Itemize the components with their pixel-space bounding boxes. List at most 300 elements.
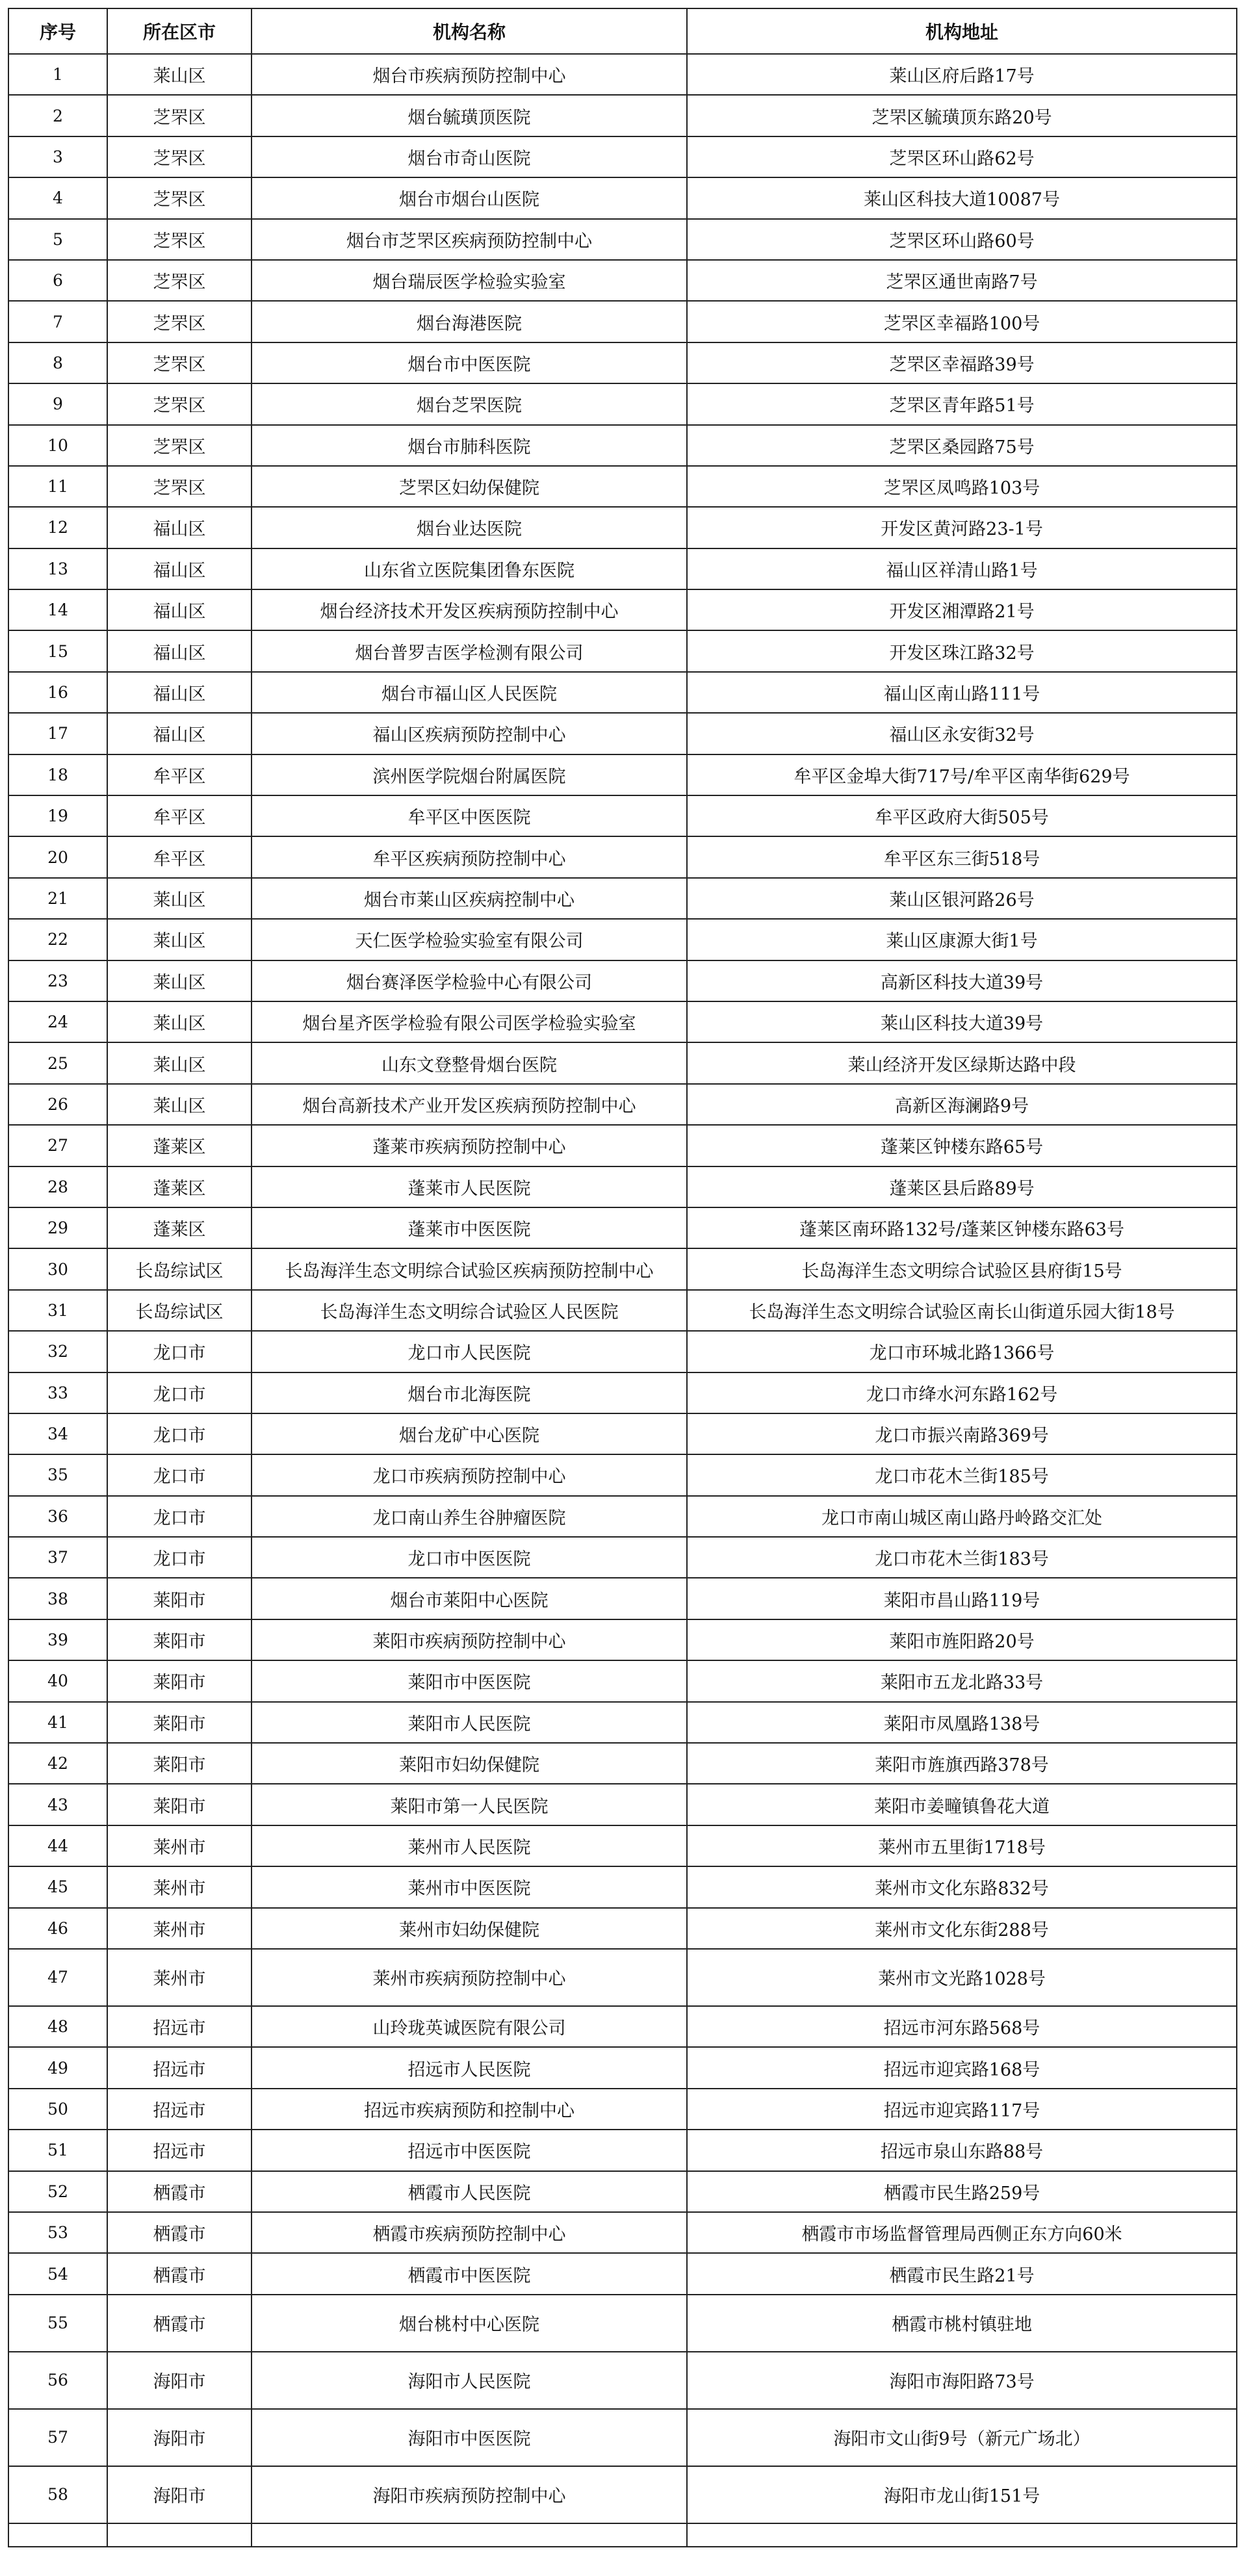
- row-institution-name: 烟台龙矿中心医院: [252, 1413, 687, 1454]
- row-institution-address: 芝罘区环山路60号: [687, 219, 1237, 260]
- table-row: [8, 2047, 1237, 2088]
- row-district: 芝罘区: [107, 466, 252, 507]
- table-row: [8, 425, 1237, 466]
- row-institution-address: 高新区海澜路9号: [687, 1084, 1237, 1125]
- row-index: 30: [8, 1248, 107, 1289]
- row-institution-name: 烟台市肺科医院: [252, 425, 687, 466]
- row-district: 长岛综试区: [107, 1248, 252, 1289]
- row-index: 32: [8, 1331, 107, 1372]
- table-row: [8, 2006, 1237, 2047]
- row-institution-address: 蓬莱区南环路132号/蓬莱区钟楼东路63号: [687, 1207, 1237, 1248]
- row-institution-address: 长岛海洋生态文明综合试验区县府街15号: [687, 1248, 1237, 1289]
- row-index: 16: [8, 672, 107, 713]
- row-index: 45: [8, 1866, 107, 1907]
- row-index: 20: [8, 836, 107, 877]
- table-row: [8, 1537, 1237, 1578]
- row-institution-name: 莱州市妇幼保健院: [252, 1908, 687, 1949]
- row-district: 栖霞市: [107, 2253, 252, 2294]
- row-district: 龙口市: [107, 1454, 252, 1495]
- row-index: 44: [8, 1825, 107, 1866]
- empty-cell: [687, 2523, 1237, 2547]
- table-row: [8, 1207, 1237, 1248]
- row-index: 1: [8, 54, 107, 95]
- row-district: 莱州市: [107, 1949, 252, 2006]
- row-district: 芝罘区: [107, 136, 252, 177]
- row-institution-address: 龙口市花木兰街183号: [687, 1537, 1237, 1578]
- row-institution-name: 烟台高新技术产业开发区疾病预防控制中心: [252, 1084, 687, 1125]
- row-district: 龙口市: [107, 1372, 252, 1413]
- row-district: 牟平区: [107, 754, 252, 795]
- row-institution-address: 莱山区银河路26号: [687, 878, 1237, 919]
- table-row: [8, 54, 1237, 95]
- row-institution-name: 莱阳市妇幼保健院: [252, 1743, 687, 1784]
- row-district: 蓬莱区: [107, 1166, 252, 1207]
- table-row: [8, 2171, 1237, 2212]
- row-index: 38: [8, 1578, 107, 1619]
- table-row: [8, 1825, 1237, 1866]
- row-index: 48: [8, 2006, 107, 2047]
- row-institution-name: 长岛海洋生态文明综合试验区人民医院: [252, 1290, 687, 1331]
- row-index: 8: [8, 342, 107, 383]
- row-district: 芝罘区: [107, 260, 252, 301]
- row-index: 50: [8, 2089, 107, 2130]
- row-index: 13: [8, 548, 107, 589]
- row-institution-address: 招远市河东路568号: [687, 2006, 1237, 2047]
- row-institution-address: 芝罘区毓璜顶东路20号: [687, 95, 1237, 136]
- header-institution-name: 机构名称: [252, 8, 687, 54]
- row-institution-address: 芝罘区幸福路39号: [687, 342, 1237, 383]
- table-row: [8, 589, 1237, 630]
- empty-cell: [107, 2523, 252, 2547]
- row-district: 长岛综试区: [107, 1290, 252, 1331]
- row-institution-name: 蓬莱市中医医院: [252, 1207, 687, 1248]
- row-institution-name: 长岛海洋生态文明综合试验区疾病预防控制中心: [252, 1248, 687, 1289]
- row-district: 莱山区: [107, 960, 252, 1001]
- row-index: 47: [8, 1949, 107, 2006]
- row-district: 招远市: [107, 2089, 252, 2130]
- table-row: [8, 1125, 1237, 1166]
- row-index: 19: [8, 795, 107, 836]
- row-institution-address: 芝罘区通世南路7号: [687, 260, 1237, 301]
- row-index: 15: [8, 630, 107, 671]
- row-index: 27: [8, 1125, 107, 1166]
- row-index: 5: [8, 219, 107, 260]
- header-institution-address: 机构地址: [687, 8, 1237, 54]
- row-institution-name: 招远市疾病预防和控制中心: [252, 2089, 687, 2130]
- row-institution-name: 山东文登整骨烟台医院: [252, 1042, 687, 1083]
- row-district: 海阳市: [107, 2352, 252, 2409]
- row-institution-name: 烟台市奇山医院: [252, 136, 687, 177]
- row-district: 芝罘区: [107, 301, 252, 342]
- table-row: [8, 1619, 1237, 1660]
- header-district: 所在区市: [107, 8, 252, 54]
- row-district: 莱山区: [107, 919, 252, 960]
- row-district: 招远市: [107, 2047, 252, 2088]
- row-institution-name: 龙口南山养生谷肿瘤医院: [252, 1496, 687, 1537]
- table-row: [8, 1372, 1237, 1413]
- table-row: [8, 2466, 1237, 2523]
- row-institution-address: 莱州市文光路1028号: [687, 1949, 1237, 2006]
- row-institution-address: 龙口市振兴南路369号: [687, 1413, 1237, 1454]
- row-institution-address: 高新区科技大道39号: [687, 960, 1237, 1001]
- row-index: 41: [8, 1702, 107, 1743]
- row-institution-name: 山玲珑英诚医院有限公司: [252, 2006, 687, 2047]
- row-index: 21: [8, 878, 107, 919]
- row-district: 龙口市: [107, 1496, 252, 1537]
- row-district: 莱州市: [107, 1866, 252, 1907]
- row-institution-address: 芝罘区凤鸣路103号: [687, 466, 1237, 507]
- row-institution-name: 烟台市莱山区疾病控制中心: [252, 878, 687, 919]
- row-index: 4: [8, 177, 107, 218]
- row-district: 福山区: [107, 630, 252, 671]
- table-row: [8, 2295, 1237, 2352]
- row-index: 10: [8, 425, 107, 466]
- institution-table: [8, 8, 1237, 2547]
- row-district: 栖霞市: [107, 2212, 252, 2253]
- row-institution-address: 龙口市环城北路1366号: [687, 1331, 1237, 1372]
- table-row: [8, 383, 1237, 424]
- row-index: 9: [8, 383, 107, 424]
- empty-cell: [8, 2523, 107, 2547]
- table-row: [8, 342, 1237, 383]
- table-row: [8, 919, 1237, 960]
- row-institution-address: 莱阳市旌阳路20号: [687, 1619, 1237, 1660]
- table-row: [8, 1084, 1237, 1125]
- row-institution-name: 烟台市疾病预防控制中心: [252, 54, 687, 95]
- row-district: 牟平区: [107, 836, 252, 877]
- row-institution-address: 海阳市龙山街151号: [687, 2466, 1237, 2523]
- row-district: 芝罘区: [107, 425, 252, 466]
- table-row: [8, 630, 1237, 671]
- table-row: [8, 1166, 1237, 1207]
- row-index: 29: [8, 1207, 107, 1248]
- row-district: 栖霞市: [107, 2295, 252, 2352]
- row-district: 莱山区: [107, 54, 252, 95]
- row-institution-address: 莱阳市昌山路119号: [687, 1578, 1237, 1619]
- row-index: 17: [8, 713, 107, 754]
- row-institution-name: 烟台市芝罘区疾病预防控制中心: [252, 219, 687, 260]
- row-district: 莱山区: [107, 1001, 252, 1042]
- table-row: [8, 466, 1237, 507]
- row-institution-name: 烟台市福山区人民医院: [252, 672, 687, 713]
- row-district: 芝罘区: [107, 219, 252, 260]
- table-row: [8, 1866, 1237, 1907]
- row-institution-name: 烟台芝罘医院: [252, 383, 687, 424]
- table-row: [8, 1248, 1237, 1289]
- row-institution-name: 莱阳市第一人民医院: [252, 1784, 687, 1825]
- row-index: 53: [8, 2212, 107, 2253]
- row-district: 芝罘区: [107, 177, 252, 218]
- row-index: 18: [8, 754, 107, 795]
- row-institution-address: 长岛海洋生态文明综合试验区南长山街道乐园大街18号: [687, 1290, 1237, 1331]
- row-district: 莱阳市: [107, 1702, 252, 1743]
- header-index: 序号: [8, 8, 107, 54]
- row-institution-address: 龙口市花木兰街185号: [687, 1454, 1237, 1495]
- row-institution-address: 莱阳市旌旗西路378号: [687, 1743, 1237, 1784]
- row-index: 33: [8, 1372, 107, 1413]
- row-institution-name: 栖霞市疾病预防控制中心: [252, 2212, 687, 2253]
- row-institution-address: 芝罘区环山路62号: [687, 136, 1237, 177]
- row-district: 芝罘区: [107, 342, 252, 383]
- table-row: [8, 878, 1237, 919]
- table-row: [8, 795, 1237, 836]
- row-institution-name: 栖霞市人民医院: [252, 2171, 687, 2212]
- row-institution-address: 福山区永安街32号: [687, 713, 1237, 754]
- row-institution-address: 牟平区东三街518号: [687, 836, 1237, 877]
- row-index: 2: [8, 95, 107, 136]
- row-index: 51: [8, 2130, 107, 2170]
- row-institution-name: 烟台市烟台山医院: [252, 177, 687, 218]
- row-institution-address: 莱州市五里街1718号: [687, 1825, 1237, 1866]
- row-index: 39: [8, 1619, 107, 1660]
- row-institution-address: 栖霞市民生路21号: [687, 2253, 1237, 2294]
- row-index: 12: [8, 507, 107, 548]
- row-institution-name: 山东省立医院集团鲁东医院: [252, 548, 687, 589]
- row-district: 莱山区: [107, 878, 252, 919]
- table-row: [8, 219, 1237, 260]
- row-district: 福山区: [107, 589, 252, 630]
- row-index: 24: [8, 1001, 107, 1042]
- row-institution-address: 牟平区政府大街505号: [687, 795, 1237, 836]
- row-institution-address: 莱山区科技大道39号: [687, 1001, 1237, 1042]
- row-district: 福山区: [107, 672, 252, 713]
- row-institution-name: 烟台桃村中心医院: [252, 2295, 687, 2352]
- row-institution-address: 芝罘区桑园路75号: [687, 425, 1237, 466]
- row-index: 31: [8, 1290, 107, 1331]
- row-institution-name: 烟台市莱阳中心医院: [252, 1578, 687, 1619]
- row-institution-address: 福山区南山路111号: [687, 672, 1237, 713]
- table-row: [8, 301, 1237, 342]
- row-index: 54: [8, 2253, 107, 2294]
- table-row: [8, 1702, 1237, 1743]
- row-index: 26: [8, 1084, 107, 1125]
- table-body: [8, 54, 1237, 2547]
- row-institution-address: 牟平区金埠大街717号/牟平区南华街629号: [687, 754, 1237, 795]
- row-institution-name: 烟台市北海医院: [252, 1372, 687, 1413]
- row-institution-address: 芝罘区幸福路100号: [687, 301, 1237, 342]
- table-row: [8, 507, 1237, 548]
- row-institution-name: 栖霞市中医医院: [252, 2253, 687, 2294]
- row-institution-name: 龙口市疾病预防控制中心: [252, 1454, 687, 1495]
- row-institution-name: 福山区疾病预防控制中心: [252, 713, 687, 754]
- row-index: 36: [8, 1496, 107, 1537]
- row-institution-address: 莱阳市凤凰路138号: [687, 1702, 1237, 1743]
- row-index: 34: [8, 1413, 107, 1454]
- row-index: 49: [8, 2047, 107, 2088]
- table-row: [8, 713, 1237, 754]
- row-district: 龙口市: [107, 1331, 252, 1372]
- table-row: [8, 2212, 1237, 2253]
- table-row: [8, 1001, 1237, 1042]
- row-institution-name: 海阳市人民医院: [252, 2352, 687, 2409]
- row-district: 栖霞市: [107, 2171, 252, 2212]
- table-row: [8, 2089, 1237, 2130]
- row-district: 莱阳市: [107, 1578, 252, 1619]
- row-institution-name: 龙口市人民医院: [252, 1331, 687, 1372]
- table-row: [8, 548, 1237, 589]
- row-index: 52: [8, 2171, 107, 2212]
- row-district: 牟平区: [107, 795, 252, 836]
- row-institution-name: 招远市人民医院: [252, 2047, 687, 2088]
- row-institution-name: 烟台海港医院: [252, 301, 687, 342]
- row-institution-address: 蓬莱区县后路89号: [687, 1166, 1237, 1207]
- row-index: 42: [8, 1743, 107, 1784]
- row-institution-name: 海阳市疾病预防控制中心: [252, 2466, 687, 2523]
- row-index: 23: [8, 960, 107, 1001]
- row-index: 35: [8, 1454, 107, 1495]
- table-row: [8, 260, 1237, 301]
- row-institution-address: 龙口市绛水河东路162号: [687, 1372, 1237, 1413]
- empty-row: [8, 2523, 1237, 2547]
- table-row: [8, 960, 1237, 1001]
- table-row: [8, 1290, 1237, 1331]
- row-institution-address: 招远市迎宾路168号: [687, 2047, 1237, 2088]
- row-district: 蓬莱区: [107, 1207, 252, 1248]
- table-row: [8, 1331, 1237, 1372]
- row-institution-name: 滨州医学院烟台附属医院: [252, 754, 687, 795]
- row-institution-name: 莱阳市疾病预防控制中心: [252, 1619, 687, 1660]
- table-row: [8, 1660, 1237, 1701]
- row-institution-name: 烟台瑞辰医学检验实验室: [252, 260, 687, 301]
- row-index: 6: [8, 260, 107, 301]
- table-row: [8, 1413, 1237, 1454]
- row-district: 莱山区: [107, 1084, 252, 1125]
- row-district: 莱阳市: [107, 1660, 252, 1701]
- row-institution-address: 莱阳市姜疃镇鲁花大道: [687, 1784, 1237, 1825]
- row-index: 40: [8, 1660, 107, 1701]
- row-district: 莱阳市: [107, 1743, 252, 1784]
- row-institution-name: 海阳市中医医院: [252, 2409, 687, 2466]
- empty-cell: [252, 2523, 687, 2547]
- table-row: [8, 836, 1237, 877]
- row-institution-name: 蓬莱市人民医院: [252, 1166, 687, 1207]
- row-district: 招远市: [107, 2006, 252, 2047]
- header-row: [8, 8, 1237, 54]
- table-row: [8, 2409, 1237, 2466]
- row-district: 海阳市: [107, 2466, 252, 2523]
- row-institution-address: 芝罘区青年路51号: [687, 383, 1237, 424]
- row-index: 57: [8, 2409, 107, 2466]
- row-institution-address: 莱州市文化东街288号: [687, 1908, 1237, 1949]
- row-institution-name: 牟平区疾病预防控制中心: [252, 836, 687, 877]
- row-institution-address: 招远市泉山东路88号: [687, 2130, 1237, 2170]
- table-row: [8, 2130, 1237, 2170]
- row-district: 芝罘区: [107, 383, 252, 424]
- table-row: [8, 1784, 1237, 1825]
- row-institution-name: 烟台市中医医院: [252, 342, 687, 383]
- row-institution-name: 烟台经济技术开发区疾病预防控制中心: [252, 589, 687, 630]
- row-institution-address: 莱州市文化东路832号: [687, 1866, 1237, 1907]
- row-district: 福山区: [107, 713, 252, 754]
- row-institution-name: 烟台毓璜顶医院: [252, 95, 687, 136]
- row-institution-address: 莱阳市五龙北路33号: [687, 1660, 1237, 1701]
- row-district: 龙口市: [107, 1413, 252, 1454]
- row-index: 58: [8, 2466, 107, 2523]
- row-institution-name: 龙口市中医医院: [252, 1537, 687, 1578]
- row-index: 7: [8, 301, 107, 342]
- row-institution-name: 莱阳市中医医院: [252, 1660, 687, 1701]
- row-index: 55: [8, 2295, 107, 2352]
- row-institution-name: 烟台业达医院: [252, 507, 687, 548]
- row-institution-address: 海阳市文山街9号（新元广场北）: [687, 2409, 1237, 2466]
- row-district: 招远市: [107, 2130, 252, 2170]
- table-row: [8, 1949, 1237, 2006]
- table-row: [8, 672, 1237, 713]
- row-institution-name: 芝罘区妇幼保健院: [252, 466, 687, 507]
- table-row: [8, 136, 1237, 177]
- table-row: [8, 1908, 1237, 1949]
- row-index: 37: [8, 1537, 107, 1578]
- row-institution-name: 莱阳市人民医院: [252, 1702, 687, 1743]
- row-district: 莱州市: [107, 1825, 252, 1866]
- row-index: 11: [8, 466, 107, 507]
- row-district: 龙口市: [107, 1537, 252, 1578]
- row-institution-name: 天仁医学检验实验室有限公司: [252, 919, 687, 960]
- row-institution-address: 莱山经济开发区绿斯达路中段: [687, 1042, 1237, 1083]
- row-institution-address: 开发区湘潭路21号: [687, 589, 1237, 630]
- row-institution-address: 栖霞市市场监督管理局西侧正东方向60米: [687, 2212, 1237, 2253]
- row-index: 46: [8, 1908, 107, 1949]
- row-district: 蓬莱区: [107, 1125, 252, 1166]
- row-institution-address: 莱山区府后路17号: [687, 54, 1237, 95]
- row-institution-address: 招远市迎宾路117号: [687, 2089, 1237, 2130]
- row-index: 56: [8, 2352, 107, 2409]
- row-district: 福山区: [107, 507, 252, 548]
- table-row: [8, 2352, 1237, 2409]
- table-row: [8, 2253, 1237, 2294]
- row-district: 莱州市: [107, 1908, 252, 1949]
- row-institution-address: 开发区黄河路23-1号: [687, 507, 1237, 548]
- row-institution-name: 烟台普罗吉医学检测有限公司: [252, 630, 687, 671]
- row-index: 14: [8, 589, 107, 630]
- table-row: [8, 1578, 1237, 1619]
- row-institution-address: 栖霞市民生路259号: [687, 2171, 1237, 2212]
- row-district: 芝罘区: [107, 95, 252, 136]
- row-institution-address: 莱山区科技大道10087号: [687, 177, 1237, 218]
- row-district: 莱阳市: [107, 1619, 252, 1660]
- row-district: 莱山区: [107, 1042, 252, 1083]
- row-institution-name: 烟台星齐医学检验有限公司医学检验实验室: [252, 1001, 687, 1042]
- row-institution-name: 烟台赛泽医学检验中心有限公司: [252, 960, 687, 1001]
- row-index: 28: [8, 1166, 107, 1207]
- row-institution-address: 海阳市海阳路73号: [687, 2352, 1237, 2409]
- row-institution-name: 莱州市人民医院: [252, 1825, 687, 1866]
- row-index: 43: [8, 1784, 107, 1825]
- row-institution-address: 栖霞市桃村镇驻地: [687, 2295, 1237, 2352]
- row-institution-name: 莱州市中医医院: [252, 1866, 687, 1907]
- row-institution-name: 蓬莱市疾病预防控制中心: [252, 1125, 687, 1166]
- table-row: [8, 1496, 1237, 1537]
- row-institution-name: 牟平区中医医院: [252, 795, 687, 836]
- row-index: 22: [8, 919, 107, 960]
- row-institution-address: 莱山区康源大街1号: [687, 919, 1237, 960]
- row-index: 3: [8, 136, 107, 177]
- table-row: [8, 95, 1237, 136]
- row-district: 海阳市: [107, 2409, 252, 2466]
- row-institution-address: 蓬莱区钟楼东路65号: [687, 1125, 1237, 1166]
- row-index: 25: [8, 1042, 107, 1083]
- row-institution-name: 莱州市疾病预防控制中心: [252, 1949, 687, 2006]
- table-row: [8, 1454, 1237, 1495]
- row-institution-address: 龙口市南山城区南山路丹岭路交汇处: [687, 1496, 1237, 1537]
- row-district: 莱阳市: [107, 1784, 252, 1825]
- table-row: [8, 1743, 1237, 1784]
- table-row: [8, 1042, 1237, 1083]
- table-row: [8, 177, 1237, 218]
- row-institution-address: 开发区珠江路32号: [687, 630, 1237, 671]
- row-district: 福山区: [107, 548, 252, 589]
- table-row: [8, 754, 1237, 795]
